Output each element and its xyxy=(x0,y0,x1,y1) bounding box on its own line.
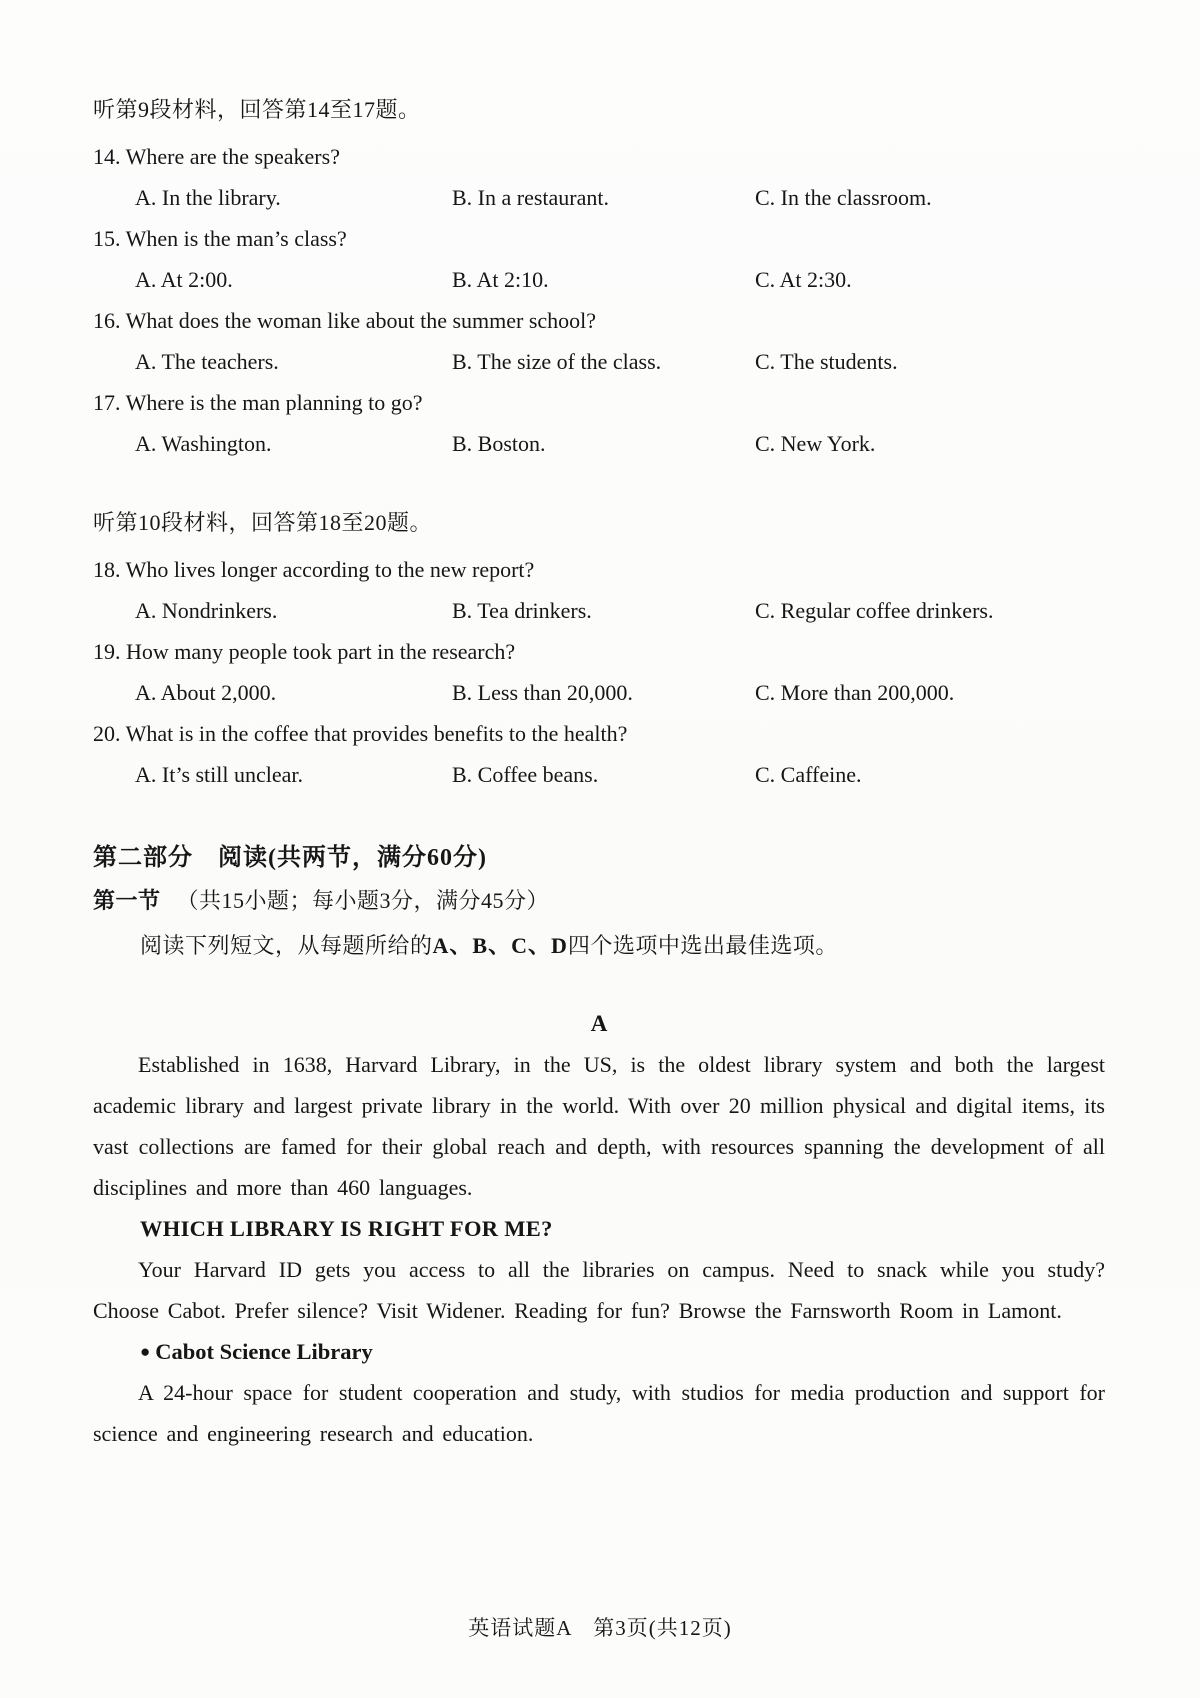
q16-option-c: C. The students. xyxy=(755,348,898,374)
reading-section-title: 第一节 xyxy=(93,888,161,913)
cabot-library-title: Cabot Science Library xyxy=(155,1338,373,1364)
q14-option-a: A. In the library. xyxy=(135,184,281,210)
q17-option-b: B. Boston. xyxy=(452,430,546,456)
q18-option-b: B. Tea drinkers. xyxy=(452,597,592,623)
bullet-icon: ● xyxy=(140,1342,151,1361)
question-17-options xyxy=(93,423,1105,464)
q19-option-a: A. About 2,000. xyxy=(135,679,277,705)
q15-option-b: B. At 2:10. xyxy=(452,266,549,292)
q19-option-b: B. Less than 20,000. xyxy=(452,679,633,705)
q16-option-a: A. The teachers. xyxy=(135,348,279,374)
question-14-text: 14. Where are the speakers? xyxy=(93,143,340,169)
listening-part10-header: 听第10段材料，回答第18至20题。 xyxy=(93,510,433,535)
q18-option-c: C. Regular coffee drinkers. xyxy=(755,597,994,623)
instruction-option-letters: A、B、C、D xyxy=(432,933,568,958)
q18-option-a: A. Nondrinkers. xyxy=(135,597,278,623)
passage-a-paragraph-2: Your Harvard ID gets you access to all the libraries on campus. Need to snack while you study? Choose Cabot. Prefer silence? Visit Widener. Reading for fun? Browse the Farnsworth Room in Lamont. xyxy=(93,1257,1105,1323)
q20-option-c: C. Caffeine. xyxy=(755,761,862,787)
question-14-options xyxy=(93,177,1105,218)
q17-option-c: C. New York. xyxy=(755,430,876,456)
question-19-options xyxy=(93,672,1105,713)
listening-part9-header: 听第9段材料，回答第14至17题。 xyxy=(93,97,421,122)
reading-section-meta: （共15小题；每小题3分，满分45分） xyxy=(176,888,550,913)
question-18-text: 18. Who lives longer according to the new report? xyxy=(93,556,535,582)
question-17-text: 17. Where is the man planning to go? xyxy=(93,389,423,415)
question-20-options xyxy=(93,754,1105,795)
page-footer: 英语试题A 第3页(共12页) xyxy=(468,1616,732,1640)
question-18-options xyxy=(93,590,1105,631)
passage-a-subheading: WHICH LIBRARY IS RIGHT FOR ME? xyxy=(140,1215,553,1241)
question-19-text: 19. How many people took part in the research? xyxy=(93,638,516,664)
instruction-prefix: 阅读下列短文，从每题所给的 xyxy=(140,933,433,958)
q14-option-c: C. In the classroom. xyxy=(755,184,932,210)
page-content xyxy=(93,88,1105,1454)
question-20-text: 20. What is in the coffee that provides benefits to the health? xyxy=(93,720,628,746)
q17-option-a: A. Washington. xyxy=(135,430,272,456)
question-16-text: 16. What does the woman like about the summer school? xyxy=(93,307,597,333)
instruction-suffix: 四个选项中选出最佳选项。 xyxy=(567,933,838,958)
q14-option-b: B. In a restaurant. xyxy=(452,184,609,210)
reading-part-header: 第二部分 阅读(共两节，满分60分) xyxy=(93,845,487,871)
question-15-options xyxy=(93,259,1105,300)
reading-section-header xyxy=(93,877,1105,922)
q15-option-c: C. At 2:30. xyxy=(755,266,852,292)
passage-a-paragraph-1: Established in 1638, Harvard Library, in the US, is the oldest library system and both the largest academic library and largest private library in the world. With over 20 million physical and digital items, its vast collections are famed for their global reach and depth, with resources spanning the development of all disciplines and more than 460 languages. xyxy=(93,1052,1105,1200)
question-15-text: 15. When is the man’s class? xyxy=(93,225,347,251)
q20-option-a: A. It’s still unclear. xyxy=(135,761,304,787)
q16-option-b: B. The size of the class. xyxy=(452,348,662,374)
passage-a-paragraph-3: A 24-hour space for student cooperation and study, with studios for media production and support for science and engineering research and education. xyxy=(93,1380,1105,1446)
q19-option-c: C. More than 200,000. xyxy=(755,679,955,705)
passage-a-title: A xyxy=(590,1010,608,1036)
cabot-library-bullet xyxy=(93,1331,1105,1372)
question-16-options xyxy=(93,341,1105,382)
reading-instruction xyxy=(93,922,1105,967)
q20-option-b: B. Coffee beans. xyxy=(452,761,599,787)
q15-option-a: A. At 2:00. xyxy=(135,266,233,292)
